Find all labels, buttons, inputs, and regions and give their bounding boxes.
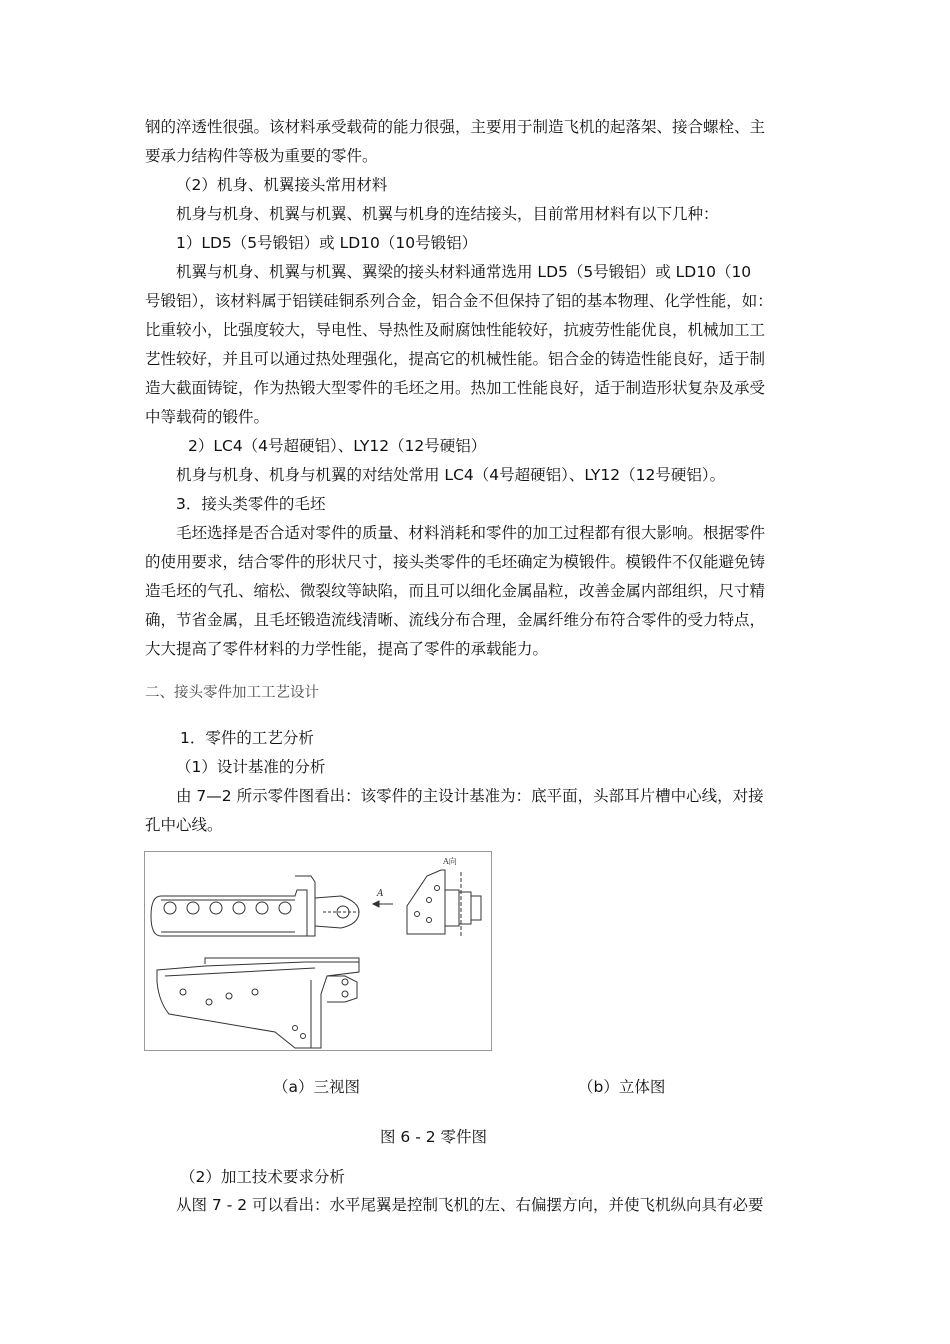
view-arrow-label: A	[377, 889, 384, 899]
paragraph-line: 造大截面铸锭，作为热锻大型零件的毛坯之用。热加工性能良好，适于制造形状复杂及承受	[145, 379, 766, 397]
subheading: 1．零件的工艺分析	[180, 729, 314, 747]
paragraph-line: 机翼与机身、机翼与机翼、翼梁的接头材料通常选用 LD5（5号锻铝）或 LD10（10	[176, 263, 752, 281]
view-direction-label: A向	[443, 857, 457, 866]
figure-caption: 图 6 - 2 零件图	[380, 1128, 488, 1146]
section-heading: 二、接头零件加工工艺设计	[145, 685, 319, 701]
paragraph-line: 由 7—2 所示零件图看出：该零件的主设计基准为：底平面，头部耳片槽中心线，对接	[176, 787, 764, 805]
paragraph-line: 从图 7 - 2 可以看出：水平尾翼是控制飞机的左、右偏摆方向，并使飞机纵向具有必要	[176, 1196, 764, 1214]
subheading: （1）设计基准的分析	[176, 758, 326, 776]
part-drawing-figure	[144, 851, 492, 1051]
list-item: 2）LC4（4号超硬铝）、LY12（12号硬铝）	[188, 437, 487, 455]
paragraph-line: 号锻铝），该材料属于铝镁硅铜系列合金，铝合金不但保持了铝的基本物理、化学性能，如：	[145, 292, 773, 310]
paragraph-line: 机身与机身、机翼与机翼、机翼与机身的连结接头，目前常用材料有以下几种：	[176, 205, 719, 223]
paragraph-line: 孔中心线。	[145, 816, 223, 834]
paragraph-line: 确，节省金属，且毛坯锻造流线清晰、流线分布合理，金属纤维分布符合零件的受力特点，	[145, 611, 766, 629]
paragraph-line: 钢的淬透性很强。该材料承受载荷的能力很强，主要用于制造飞机的起落架、接合螺栓、主	[145, 118, 766, 136]
paragraph-line: 比重较小，比强度较大，导电性、导热性及耐腐蚀性能较好，抗疲劳性能优良，机械加工工	[145, 321, 766, 339]
paragraph-line: 造毛坯的气孔、缩松、微裂纹等缺陷，而且可以细化金属晶粒，改善金属内部组织，尺寸精	[145, 582, 766, 600]
figure-sublabel-a: （a）三视图	[273, 1078, 360, 1096]
paragraph-line: 艺性较好，并且可以通过热处理强化，提高它的机械性能。铝合金的铸造性能良好，适于制	[145, 350, 766, 368]
paragraph-line: 的使用要求，结合零件的形状尺寸，接头类零件的毛坯确定为模锻件。模锻件不仅能避免铸	[145, 553, 766, 571]
subheading: （2）机身、机翼接头常用材料	[176, 176, 388, 194]
part-drawing	[145, 852, 491, 1050]
paragraph-line: 中等载荷的锻件。	[145, 408, 270, 426]
paragraph-line: 机身与机身、机身与机翼的对结处常用 LC4（4号超硬铝）、LY12（12号硬铝）。	[176, 466, 726, 484]
subheading: （2）加工技术要求分析	[180, 1168, 345, 1186]
paragraph-line: 大大提高了零件材料的力学性能，提高了零件的承载能力。	[145, 640, 549, 658]
list-item: 1）LD5（5号锻铝）或 LD10（10号锻铝）	[176, 234, 478, 252]
subheading: 3．接头类零件的毛坯	[176, 495, 326, 513]
paragraph-line: 要承力结构件等极为重要的零件。	[145, 147, 378, 165]
figure-sublabel-b: （b）立体图	[578, 1078, 666, 1096]
paragraph-line: 毛坯选择是否合适对零件的质量、材料消耗和零件的加工过程都有很大影响。根据零件	[176, 524, 766, 542]
